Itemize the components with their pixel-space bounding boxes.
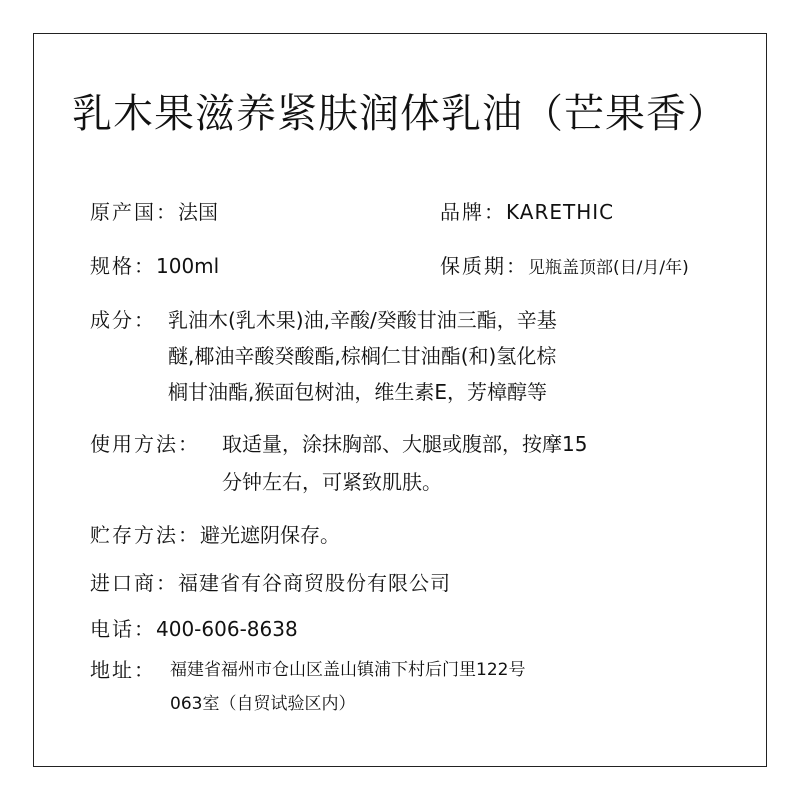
spec-label: 规格： [90, 254, 156, 278]
storage-row [90, 525, 340, 545]
phone-row [90, 619, 298, 639]
ingredients-label-text: 成分： [90, 308, 156, 332]
importer-value: 福建省有谷商贸股份有限公司 [178, 571, 451, 595]
usage-line-2: 分钟左右，可紧致肌肤。 [222, 470, 442, 494]
address-line-1: 福建省福州市仓山区盖山镇浦下村后门里122号 [170, 660, 526, 680]
importer-row [90, 573, 451, 593]
brand-value: KARETHIC [506, 200, 615, 224]
usage-label [90, 434, 200, 454]
origin-label: 原产国： [90, 200, 178, 224]
importer-label: 进口商： [90, 571, 178, 595]
storage-label: 贮存方法： [90, 523, 200, 547]
storage-value: 避光遮阴保存。 [200, 523, 340, 547]
spec-row [90, 256, 219, 276]
product-title: 乳木果滋养紧肤润体乳油（芒果香） [72, 91, 728, 137]
brand-row [440, 202, 614, 222]
shelf-life-value: 见瓶盖顶部(日/月/年) [528, 258, 689, 278]
shelf-life-label: 保质期： [440, 254, 528, 278]
ingredients-line-2: 醚,椰油辛酸癸酸酯,棕榈仁甘油酯(和)氢化棕 [168, 344, 557, 368]
shelf-life-row [440, 256, 689, 277]
usage-line-1: 取适量，涂抹胸部、大腿或腹部，按摩15 [222, 432, 588, 456]
usage-label-text: 使用方法： [90, 432, 200, 456]
address-line-2: 063室（自贸试验区内） [170, 694, 356, 714]
ingredients-line-3: 榈甘油酯,猴面包树油，维生素E，芳樟醇等 [168, 380, 547, 404]
phone-value: 400-606-8638 [156, 617, 298, 641]
origin-row [90, 202, 218, 222]
origin-value: 法国 [178, 200, 218, 224]
phone-label: 电话： [90, 617, 156, 641]
ingredients-label [90, 310, 156, 330]
address-label [90, 660, 156, 680]
ingredients-line-1: 乳油木(乳木果)油,辛酸/癸酸甘油三酯，辛基 [168, 308, 557, 332]
brand-label: 品牌： [440, 200, 506, 224]
spec-value: 100ml [156, 254, 220, 278]
address-label-text: 地址： [90, 658, 156, 682]
